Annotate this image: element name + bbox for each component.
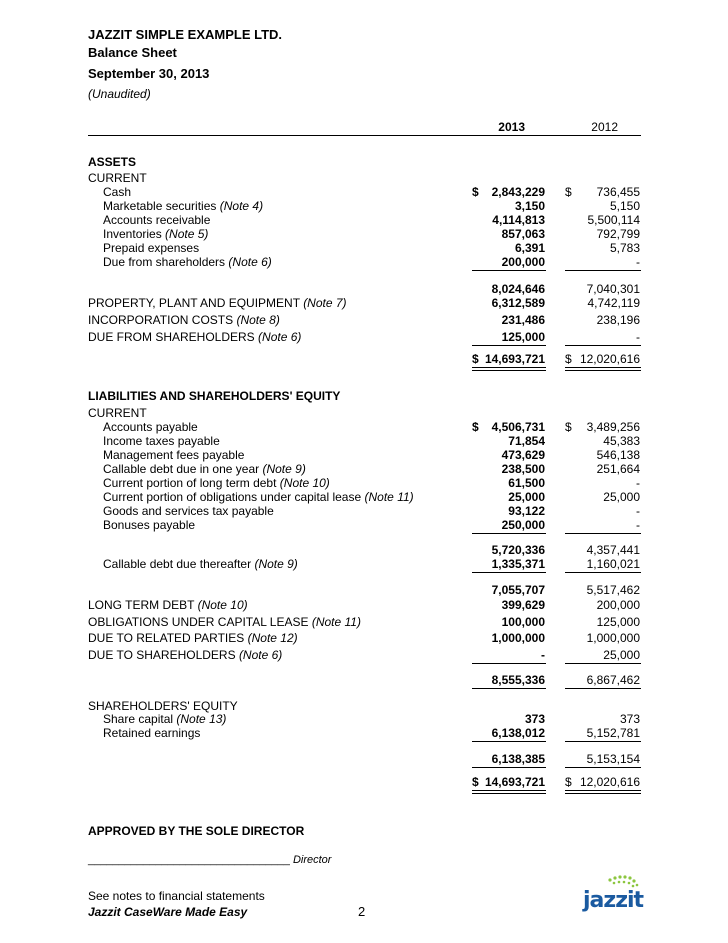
value-2012: 251,664 <box>596 462 640 476</box>
jazzit-logo-text: jazzit <box>583 888 644 913</box>
value-2012: 5,152,781 <box>586 726 640 740</box>
line-item-label: OBLIGATIONS UNDER CAPITAL LEASE (Note 11) <box>88 615 361 629</box>
value-2012: 25,000 <box>603 490 640 504</box>
line-item-label: INCORPORATION COSTS (Note 8) <box>88 313 280 327</box>
company-name: JAZZIT SIMPLE EXAMPLE LTD. <box>88 27 283 42</box>
line-item-label: Due from shareholders (Note 6) <box>103 255 272 269</box>
value-2012: 792,799 <box>596 227 640 241</box>
subtotal-rule <box>565 572 641 573</box>
value-2012: 4,742,119 <box>587 296 640 310</box>
total-liabilities-2012: 6,867,462 <box>586 673 640 687</box>
line-item-label: DUE TO SHAREHOLDERS (Note 6) <box>88 648 283 662</box>
line-item-label: Inventories (Note 5) <box>103 227 209 241</box>
statement-date: September 30, 2013 <box>88 66 210 81</box>
current-liabilities-total-2012: 4,357,441 <box>586 543 640 557</box>
current-assets-total-2012: 7,040,301 <box>586 282 640 296</box>
value-2013: 1,000,000 <box>491 631 545 645</box>
value-2013: 6,138,012 <box>491 726 545 740</box>
value-2013: 399,629 <box>501 598 545 612</box>
value-2013: 1,335,371 <box>491 557 545 571</box>
statement-title: Balance Sheet <box>88 45 177 60</box>
double-rule <box>472 790 546 794</box>
currency-sign: $ <box>472 185 479 199</box>
value-2013: 71,854 <box>508 434 545 448</box>
liabilities-subtotal-2012: 5,517,462 <box>586 583 640 597</box>
line-item-label: DUE FROM SHAREHOLDERS (Note 6) <box>88 330 302 344</box>
approval-heading: APPROVED BY THE SOLE DIRECTOR <box>88 824 305 838</box>
value-2012: - <box>636 255 640 269</box>
subtotal-rule <box>472 767 546 768</box>
line-item-label: Bonuses payable <box>103 518 196 532</box>
value-2013: - <box>541 648 545 662</box>
value-2013: 231,486 <box>501 313 545 327</box>
value-2013: 125,000 <box>501 330 545 344</box>
value-2012: 125,000 <box>596 615 640 629</box>
line-item-label: DUE TO RELATED PARTIES (Note 12) <box>88 631 298 645</box>
value-2012: 3,489,256 <box>586 420 640 434</box>
line-item-label: Prepaid expenses <box>103 241 200 255</box>
double-rule <box>565 790 641 794</box>
value-2013: 25,000 <box>508 490 545 504</box>
value-2012: 1,000,000 <box>586 631 640 645</box>
value-2012: 546,138 <box>596 448 640 462</box>
subtotal-rule <box>472 688 546 689</box>
value-2012: 45,383 <box>603 434 640 448</box>
line-item-label: Callable debt due thereafter (Note 9) <box>103 557 298 571</box>
subtotal-rule <box>472 572 546 573</box>
column-header-2012: 2012 <box>591 120 618 134</box>
value-2012: 238,196 <box>596 313 640 327</box>
total-equity-2013: 6,138,385 <box>491 752 545 766</box>
line-item-label: Accounts payable <box>103 420 198 434</box>
grand-total-2013: 14,693,721 <box>484 775 545 789</box>
page-number: 2 <box>358 904 366 919</box>
value-2012: 373 <box>619 712 640 726</box>
subtotal-rule <box>472 741 546 742</box>
line-item-label: Accounts receivable <box>103 213 211 227</box>
line-item-label: Current portion of obligations under capital lease (Note 11) <box>103 490 414 504</box>
signature-line: _________________________________ Director <box>88 854 332 866</box>
total-equity-2012: 5,153,154 <box>586 752 640 766</box>
currency-sign: $ <box>565 420 572 434</box>
line-item-label: Marketable securities (Note 4) <box>103 199 264 213</box>
grand-total-2012: 12,020,616 <box>579 775 640 789</box>
subtotal-rule <box>565 741 641 742</box>
column-header-2013: 2013 <box>498 120 525 134</box>
line-item-label: Share capital (Note 13) <box>103 712 227 726</box>
total-liabilities-2013: 8,555,336 <box>491 673 545 687</box>
value-2013: 61,500 <box>508 476 545 490</box>
subtotal-rule <box>565 533 641 534</box>
assets-heading: ASSETS <box>88 155 137 169</box>
value-2012: - <box>636 330 640 344</box>
subtotal-rule <box>472 663 546 664</box>
subtotal-rule <box>565 345 641 346</box>
subtotal-rule <box>565 767 641 768</box>
double-rule <box>565 367 641 371</box>
assets-current-heading: CURRENT <box>88 171 147 185</box>
subtotal-rule <box>565 270 641 271</box>
value-2012: 25,000 <box>603 648 640 662</box>
value-2012: 5,500,114 <box>587 213 640 227</box>
line-item-label: Callable debt due in one year (Note 9) <box>103 462 306 476</box>
footer-brand: Jazzit CaseWare Made Easy <box>88 905 248 919</box>
liabilities-current-heading: CURRENT <box>88 406 147 420</box>
value-2012: 1,160,021 <box>586 557 640 571</box>
jazzit-logo <box>580 874 642 920</box>
value-2012: 736,455 <box>596 185 640 199</box>
value-2013: 6,391 <box>514 241 545 255</box>
subtotal-rule <box>565 688 641 689</box>
unaudited-label: (Unaudited) <box>88 87 151 101</box>
value-2012: - <box>636 476 640 490</box>
line-item-label: Retained earnings <box>103 726 201 740</box>
value-2013: 2,843,229 <box>491 185 545 199</box>
currency-sign: $ <box>565 352 572 366</box>
value-2012: 5,783 <box>609 241 640 255</box>
liabilities-heading: LIABILITIES AND SHAREHOLDERS' EQUITY <box>88 389 341 403</box>
subtotal-rule <box>565 663 641 664</box>
line-item-label: Cash <box>103 185 132 199</box>
header-rule <box>88 135 641 136</box>
subtotal-rule <box>472 270 546 271</box>
equity-heading: SHAREHOLDERS' EQUITY <box>88 699 238 713</box>
total-assets-2013: 14,693,721 <box>484 352 545 366</box>
value-2012: 5,150 <box>609 199 640 213</box>
currency-sign: $ <box>565 185 572 199</box>
value-2013: 857,063 <box>501 227 545 241</box>
value-2013: 3,150 <box>514 199 545 213</box>
value-2013: 200,000 <box>501 255 545 269</box>
liabilities-subtotal-2013: 7,055,707 <box>491 583 545 597</box>
currency-sign: $ <box>472 420 479 434</box>
line-item-label: Goods and services tax payable <box>103 504 274 518</box>
value-2013: 100,000 <box>501 615 545 629</box>
line-item-label: LONG TERM DEBT (Note 10) <box>88 598 248 612</box>
line-item-label: Management fees payable <box>103 448 245 462</box>
value-2013: 4,506,731 <box>491 420 545 434</box>
subtotal-rule <box>472 533 546 534</box>
total-assets-2012: 12,020,616 <box>579 352 640 366</box>
value-2013: 4,114,813 <box>492 213 545 227</box>
line-item-label: Current portion of long term debt (Note 10) <box>103 476 330 490</box>
value-2012: - <box>636 504 640 518</box>
subtotal-rule <box>472 345 546 346</box>
value-2013: 93,122 <box>508 504 545 518</box>
value-2013: 473,629 <box>501 448 545 462</box>
current-assets-total-2013: 8,024,646 <box>491 282 545 296</box>
current-liabilities-total-2013: 5,720,336 <box>491 543 545 557</box>
value-2012: 200,000 <box>596 598 640 612</box>
value-2013: 250,000 <box>501 518 545 532</box>
value-2012: - <box>636 518 640 532</box>
value-2013: 6,312,589 <box>491 296 545 310</box>
value-2013: 373 <box>524 712 545 726</box>
footer-notes: See notes to financial statements <box>88 889 265 903</box>
currency-sign: $ <box>472 352 479 366</box>
currency-sign: $ <box>472 775 479 789</box>
line-item-label: PROPERTY, PLANT AND EQUIPMENT (Note 7) <box>88 296 347 310</box>
line-item-label: Income taxes payable <box>103 434 220 448</box>
currency-sign: $ <box>565 775 572 789</box>
double-rule <box>472 367 546 371</box>
value-2013: 238,500 <box>501 462 545 476</box>
